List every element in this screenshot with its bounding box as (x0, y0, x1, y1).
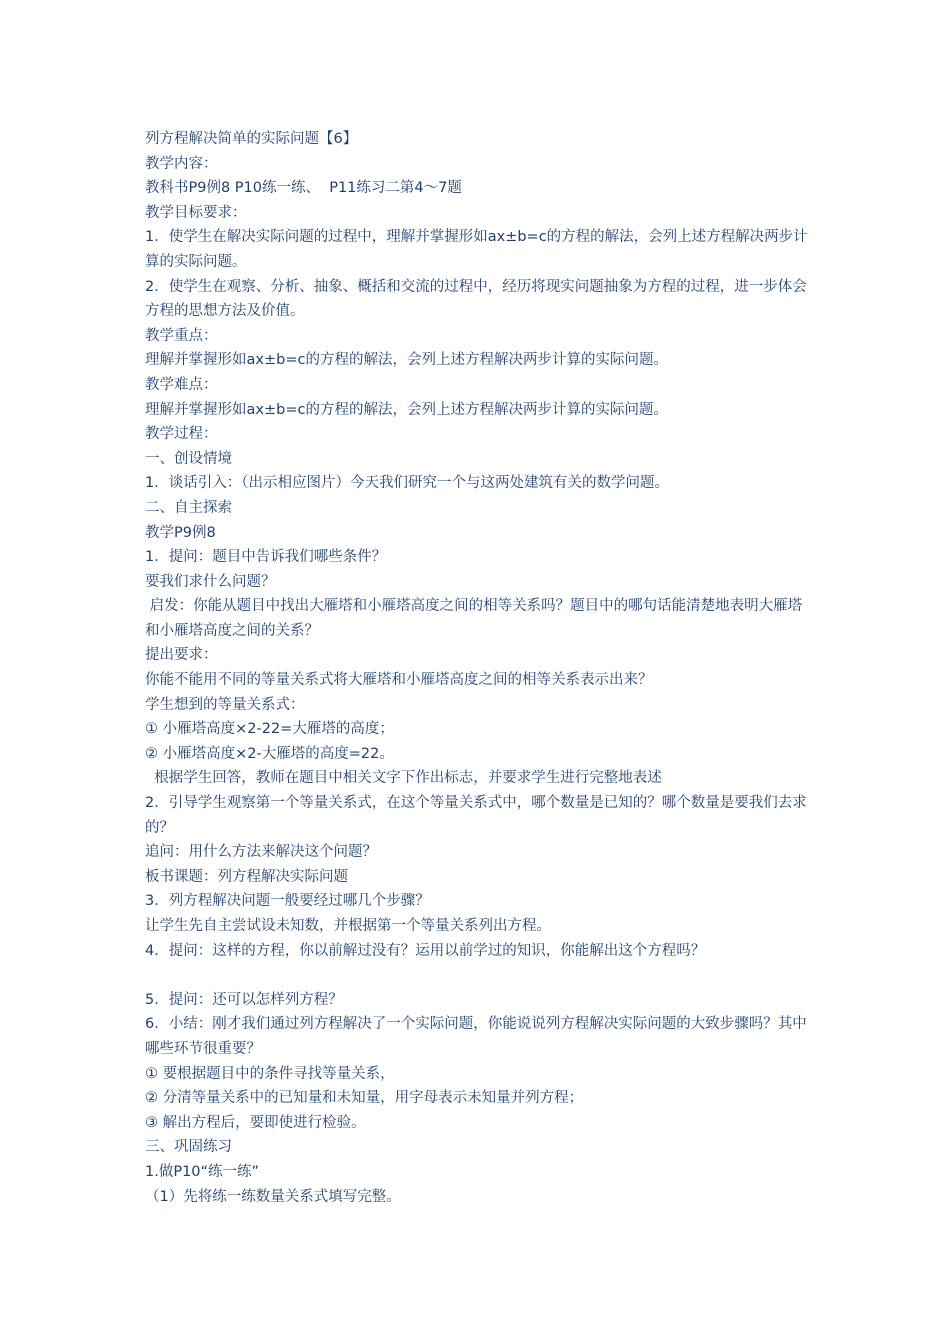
list-item: ② 分清等量关系中的已知量和未知量，用字母表示未知量并列方程； (145, 1090, 584, 1107)
paragraph: 2．使学生在观察、分析、抽象、概括和交流的过程中，经历将现实问题抽象为方程的过程，进一步体会方程的思想方法及价值。 (145, 278, 807, 320)
document-title: 列方程解决简单的实际问题【6】 (145, 131, 358, 147)
paragraph: 理解并掌握形如ax±b=c的方程的解法，会列上述方程解决两步计算的实际问题。 (145, 401, 668, 418)
list-item: ③ 解出方程后，要即使进行检验。 (145, 1114, 366, 1131)
paragraph: 要我们求什么问题？ (145, 573, 276, 590)
paragraph: 5．提问：还可以怎样列方程？ (145, 991, 343, 1008)
paragraph: 启发：你能从题目中找出大雁塔和小雁塔高度之间的相等关系吗？题目中的哪句话能清楚地表明大雁塔和小雁塔高度之间的关系？ (145, 598, 803, 639)
paragraph: 6．小结：刚才我们通过列方程解决了一个实际问题，你能说说列方程解决实际问题的大致步骤吗？其中哪些环节很重要？ (145, 1016, 807, 1057)
section-heading: 教学难点： (145, 376, 218, 393)
paragraph: 教学P9例8 (145, 524, 216, 541)
paragraph: 3．列方程解决问题一般要经过哪几个步骤？ (145, 893, 430, 910)
paragraph: 根据学生回答，教师在题目中相关文字下作出标志，并要求学生进行完整地表述 (145, 770, 662, 787)
section-heading: 教学重点： (145, 327, 218, 344)
paragraph: 4．提问：这样的方程，你以前解过没有？运用以前学过的知识，你能解出这个方程吗？ (145, 942, 706, 959)
section-heading: 教学目标要求： (145, 204, 247, 221)
paragraph: 2．引导学生观察第一个等量关系式，在这个等量关系式中，哪个数量是已知的？哪个数量是要我们去求的？ (145, 795, 807, 836)
section-heading: 教学内容： (145, 155, 218, 172)
document-page (145, 127, 810, 1209)
list-item: ① 小雁塔高度×2-22=大雁塔的高度； (145, 721, 394, 738)
paragraph: 1.做P10“练一练” (145, 1163, 260, 1180)
paragraph: 理解并掌握形如ax±b=c的方程的解法，会列上述方程解决两步计算的实际问题。 (145, 352, 668, 369)
paragraph: 学生想到的等量关系式： (145, 696, 305, 713)
paragraph: 让学生先自主尝试设未知数，并根据第一个等量关系列出方程。 (145, 918, 551, 934)
list-item: ① 要根据题目中的条件寻找等量关系， (145, 1065, 395, 1082)
paragraph: 追问：用什么方法来解决这个问题？ (145, 844, 377, 861)
section-heading: 三、巩固练习 (145, 1139, 232, 1156)
paragraph: 提出要求： (145, 647, 218, 664)
section-heading: 教学过程： (145, 426, 218, 443)
paragraph: 教科书P9例8 P10练一练、 P11练习二第4～7题 (145, 180, 462, 197)
paragraph: （1）先将练一练数量关系式填写完整。 (145, 1188, 401, 1205)
paragraph: 你能不能用不同的等量关系式将大雁塔和小雁塔高度之间的相等关系表示出来？ (145, 672, 653, 689)
section-heading: 一、创设情境 (145, 450, 232, 467)
blank-line (145, 963, 810, 988)
section-heading: 二、自主探索 (145, 499, 232, 516)
paragraph: 1．提问：题目中告诉我们哪些条件？ (145, 549, 387, 566)
paragraph: 1．谈话引入：（出示相应图片）今天我们研究一个与这两处建筑有关的数学问题。 (145, 475, 669, 492)
paragraph: 板书课题：列方程解决实际问题 (145, 868, 348, 885)
list-item: ② 小雁塔高度×2-大雁塔的高度=22。 (145, 745, 394, 762)
paragraph: 1．使学生在解决实际问题的过程中，理解并掌握形如ax±b=c的方程的解法，会列上述方程解决两步计算的实际问题。 (145, 229, 808, 270)
